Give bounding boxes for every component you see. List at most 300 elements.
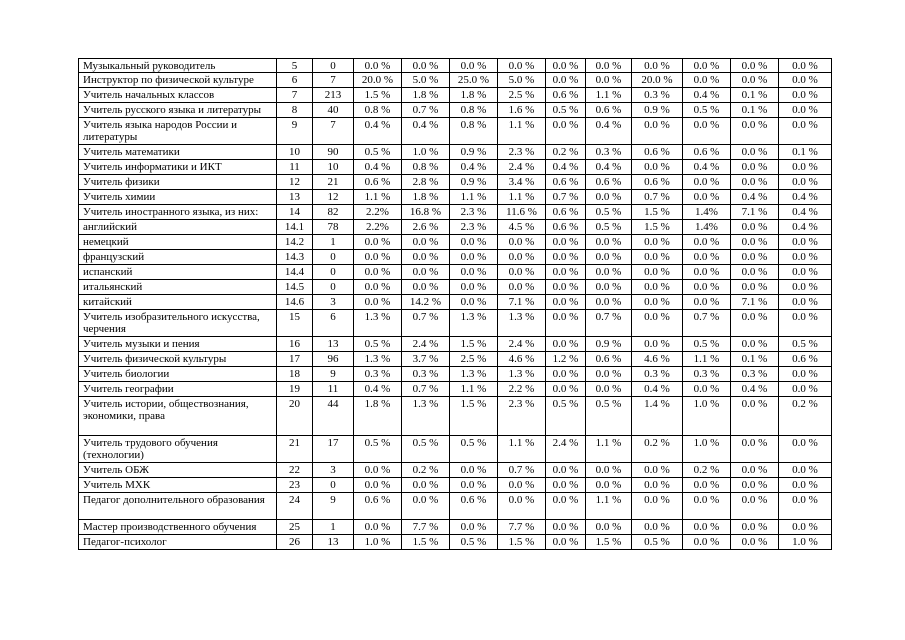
percent-cell: 0.9 %: [450, 175, 498, 190]
percent-cell: 0.0 %: [402, 280, 450, 295]
position-name-cell: Учитель физики: [79, 175, 277, 190]
percent-cell: 0.3 %: [402, 367, 450, 382]
percent-cell: 0.6 %: [586, 352, 632, 367]
percent-cell: 0.5 %: [586, 220, 632, 235]
row-number-cell: 21: [277, 436, 313, 463]
percent-cell: 7.1 %: [731, 295, 779, 310]
percent-cell: 0.0 %: [632, 310, 683, 337]
percent-cell: 0.0 %: [632, 463, 683, 478]
position-name-cell: Инструктор по физической культуре: [79, 73, 277, 88]
percent-cell: 0.0 %: [546, 280, 586, 295]
percent-cell: 0.6 %: [354, 175, 402, 190]
percent-cell: 0.0 %: [683, 478, 731, 493]
percent-cell: 0.0 %: [586, 295, 632, 310]
percent-cell: 0.0 %: [586, 73, 632, 88]
staff-table: [78, 58, 832, 550]
count-cell: 13: [313, 337, 354, 352]
percent-cell: 0.8 %: [450, 118, 498, 145]
table-row: [79, 103, 832, 118]
position-name-cell: Учитель биологии: [79, 367, 277, 382]
percent-cell: 0.5 %: [546, 103, 586, 118]
position-name-cell: Музыкальный руководитель: [79, 59, 277, 73]
row-number-cell: 14.1: [277, 220, 313, 235]
table-row: [79, 436, 832, 463]
percent-cell: 1.1 %: [498, 436, 546, 463]
percent-cell: 0.0 %: [402, 478, 450, 493]
percent-cell: 0.0 %: [354, 463, 402, 478]
percent-cell: 0.0 %: [731, 118, 779, 145]
percent-cell: 0.0 %: [731, 463, 779, 478]
row-number-cell: 25: [277, 520, 313, 535]
position-name-cell: английский: [79, 220, 277, 235]
position-name-cell: немецкий: [79, 235, 277, 250]
percent-cell: 0.2 %: [683, 463, 731, 478]
percent-cell: 1.5 %: [632, 220, 683, 235]
percent-cell: 0.0 %: [450, 463, 498, 478]
percent-cell: 1.3 %: [354, 352, 402, 367]
row-number-cell: 16: [277, 337, 313, 352]
percent-cell: 0.0 %: [779, 265, 832, 280]
percent-cell: 0.0 %: [731, 280, 779, 295]
percent-cell: 2.4 %: [498, 160, 546, 175]
table-row: [79, 190, 832, 205]
percent-cell: 0.0 %: [731, 250, 779, 265]
percent-cell: 0.5 %: [683, 337, 731, 352]
percent-cell: 0.0 %: [779, 235, 832, 250]
position-name-cell: Мастер производственного обучения: [79, 520, 277, 535]
position-name-cell: итальянский: [79, 280, 277, 295]
percent-cell: 0.0 %: [683, 535, 731, 550]
percent-cell: 1.0 %: [402, 145, 450, 160]
percent-cell: 0.0 %: [402, 59, 450, 73]
percent-cell: 2.5 %: [450, 352, 498, 367]
table-row: [79, 235, 832, 250]
percent-cell: 0.6 %: [546, 88, 586, 103]
position-name-cell: Учитель трудового обучения (технологии): [79, 436, 277, 463]
percent-cell: 1.3 %: [402, 397, 450, 436]
percent-cell: 0.4 %: [586, 118, 632, 145]
percent-cell: 0.0 %: [546, 118, 586, 145]
percent-cell: 0.5 %: [632, 535, 683, 550]
table-row: [79, 463, 832, 478]
percent-cell: 0.0 %: [632, 265, 683, 280]
percent-cell: 0.0 %: [683, 73, 731, 88]
percent-cell: 20.0 %: [354, 73, 402, 88]
count-cell: 78: [313, 220, 354, 235]
percent-cell: 0.0 %: [731, 337, 779, 352]
percent-cell: 0.0 %: [683, 250, 731, 265]
percent-cell: 0.0 %: [586, 59, 632, 73]
row-number-cell: 12: [277, 175, 313, 190]
percent-cell: 0.7 %: [546, 190, 586, 205]
count-cell: 10: [313, 160, 354, 175]
percent-cell: 7.7 %: [402, 520, 450, 535]
count-cell: 1: [313, 520, 354, 535]
percent-cell: 1.1 %: [354, 190, 402, 205]
percent-cell: 0.0 %: [546, 535, 586, 550]
position-name-cell: Учитель математики: [79, 145, 277, 160]
percent-cell: 3.7 %: [402, 352, 450, 367]
percent-cell: 0.2 %: [632, 436, 683, 463]
percent-cell: 0.0 %: [546, 382, 586, 397]
percent-cell: 0.0 %: [731, 145, 779, 160]
percent-cell: 0.0 %: [586, 265, 632, 280]
percent-cell: 0.0 %: [683, 520, 731, 535]
percent-cell: 0.4 %: [779, 220, 832, 235]
percent-cell: 0.0 %: [402, 250, 450, 265]
table-row: [79, 73, 832, 88]
percent-cell: 1.5 %: [450, 337, 498, 352]
percent-cell: 0.6 %: [546, 220, 586, 235]
percent-cell: 2.2 %: [498, 382, 546, 397]
percent-cell: 0.3 %: [586, 145, 632, 160]
percent-cell: 1.1 %: [498, 118, 546, 145]
table-row: [79, 397, 832, 436]
percent-cell: 25.0 %: [450, 73, 498, 88]
percent-cell: 0.0 %: [632, 295, 683, 310]
percent-cell: 0.5 %: [402, 436, 450, 463]
percent-cell: 0.0 %: [546, 478, 586, 493]
percent-cell: 0.0 %: [546, 295, 586, 310]
position-name-cell: испанский: [79, 265, 277, 280]
percent-cell: 0.0 %: [354, 59, 402, 73]
percent-cell: 2.2%: [354, 220, 402, 235]
percent-cell: 0.0 %: [779, 493, 832, 520]
percent-cell: 0.6 %: [354, 493, 402, 520]
table-row: [79, 59, 832, 73]
percent-cell: 0.0 %: [586, 235, 632, 250]
percent-cell: 0.0 %: [683, 382, 731, 397]
count-cell: 11: [313, 382, 354, 397]
percent-cell: 0.2 %: [779, 397, 832, 436]
position-name-cell: Учитель иностранного языка, из них:: [79, 205, 277, 220]
percent-cell: 0.3 %: [632, 367, 683, 382]
row-number-cell: 8: [277, 103, 313, 118]
percent-cell: 0.4 %: [354, 118, 402, 145]
percent-cell: 0.8 %: [354, 103, 402, 118]
percent-cell: 0.0 %: [402, 265, 450, 280]
percent-cell: 0.0 %: [632, 59, 683, 73]
percent-cell: 1.6 %: [498, 103, 546, 118]
row-number-cell: 7: [277, 88, 313, 103]
percent-cell: 0.0 %: [632, 250, 683, 265]
percent-cell: 0.5 %: [586, 397, 632, 436]
percent-cell: 2.3 %: [498, 397, 546, 436]
percent-cell: 0.2 %: [402, 463, 450, 478]
percent-cell: 0.4 %: [354, 160, 402, 175]
position-name-cell: Педагог дополнительного образования: [79, 493, 277, 520]
percent-cell: 1.3 %: [498, 367, 546, 382]
percent-cell: 0.0 %: [354, 295, 402, 310]
percent-cell: 1.3 %: [450, 367, 498, 382]
count-cell: 17: [313, 436, 354, 463]
percent-cell: 0.0 %: [354, 265, 402, 280]
table-row: [79, 310, 832, 337]
percent-cell: 2.3 %: [450, 220, 498, 235]
table-row: [79, 160, 832, 175]
percent-cell: 4.6 %: [632, 352, 683, 367]
row-number-cell: 10: [277, 145, 313, 160]
count-cell: 13: [313, 535, 354, 550]
percent-cell: 20.0 %: [632, 73, 683, 88]
percent-cell: 0.0 %: [683, 190, 731, 205]
percent-cell: 0.0 %: [731, 175, 779, 190]
percent-cell: 0.0 %: [632, 478, 683, 493]
percent-cell: 0.4 %: [731, 382, 779, 397]
table-row: [79, 145, 832, 160]
row-number-cell: 5: [277, 59, 313, 73]
row-number-cell: 14: [277, 205, 313, 220]
position-name-cell: Учитель русского языка и литературы: [79, 103, 277, 118]
percent-cell: 1.1 %: [450, 382, 498, 397]
percent-cell: 0.0 %: [779, 478, 832, 493]
percent-cell: 0.0 %: [632, 493, 683, 520]
percent-cell: 0.0 %: [450, 478, 498, 493]
percent-cell: 0.7 %: [402, 310, 450, 337]
percent-cell: 1.1 %: [586, 88, 632, 103]
percent-cell: 0.6 %: [779, 352, 832, 367]
position-name-cell: Учитель физической культуры: [79, 352, 277, 367]
percent-cell: 1.5 %: [632, 205, 683, 220]
count-cell: 3: [313, 463, 354, 478]
table-row: [79, 535, 832, 550]
percent-cell: 0.4 %: [402, 118, 450, 145]
table-row: [79, 352, 832, 367]
percent-cell: 0.0 %: [632, 280, 683, 295]
table-row: [79, 88, 832, 103]
table-row: [79, 382, 832, 397]
percent-cell: 0.6 %: [632, 175, 683, 190]
percent-cell: 0.0 %: [546, 520, 586, 535]
count-cell: 82: [313, 205, 354, 220]
percent-cell: 0.0 %: [498, 280, 546, 295]
percent-cell: 0.0 %: [632, 118, 683, 145]
percent-cell: 0.1 %: [731, 103, 779, 118]
percent-cell: 0.7 %: [586, 310, 632, 337]
percent-cell: 0.0 %: [546, 337, 586, 352]
percent-cell: 4.6 %: [498, 352, 546, 367]
percent-cell: 0.0 %: [546, 367, 586, 382]
percent-cell: 0.6 %: [546, 205, 586, 220]
position-name-cell: французский: [79, 250, 277, 265]
percent-cell: 2.4 %: [402, 337, 450, 352]
percent-cell: 0.4 %: [779, 190, 832, 205]
table-row: [79, 295, 832, 310]
percent-cell: 1.5 %: [450, 397, 498, 436]
percent-cell: 0.0 %: [402, 235, 450, 250]
row-number-cell: 22: [277, 463, 313, 478]
percent-cell: 0.5 %: [354, 145, 402, 160]
count-cell: 9: [313, 367, 354, 382]
table-row: [79, 250, 832, 265]
percent-cell: 1.4 %: [632, 397, 683, 436]
row-number-cell: 14.4: [277, 265, 313, 280]
percent-cell: 0.0 %: [683, 118, 731, 145]
position-name-cell: Учитель МХК: [79, 478, 277, 493]
row-number-cell: 19: [277, 382, 313, 397]
position-name-cell: Учитель географии: [79, 382, 277, 397]
percent-cell: 0.0 %: [731, 310, 779, 337]
position-name-cell: Учитель изобразительного искусства, черчения: [79, 310, 277, 337]
percent-cell: 0.3 %: [632, 88, 683, 103]
percent-cell: 0.0 %: [450, 235, 498, 250]
percent-cell: 5.0 %: [402, 73, 450, 88]
percent-cell: 11.6 %: [498, 205, 546, 220]
percent-cell: 0.0 %: [731, 220, 779, 235]
percent-cell: 0.0 %: [546, 235, 586, 250]
percent-cell: 0.0 %: [731, 535, 779, 550]
count-cell: 0: [313, 265, 354, 280]
percent-cell: 1.0 %: [683, 397, 731, 436]
percent-cell: 0.0 %: [498, 493, 546, 520]
percent-cell: 1.5 %: [402, 535, 450, 550]
percent-cell: 1.5 %: [498, 535, 546, 550]
percent-cell: 0.0 %: [546, 250, 586, 265]
percent-cell: 0.0 %: [586, 382, 632, 397]
percent-cell: 0.4 %: [450, 160, 498, 175]
row-number-cell: 14.2: [277, 235, 313, 250]
percent-cell: 0.8 %: [450, 103, 498, 118]
percent-cell: 2.3 %: [498, 145, 546, 160]
percent-cell: 14.2 %: [402, 295, 450, 310]
percent-cell: 0.0 %: [683, 59, 731, 73]
percent-cell: 0.0 %: [731, 397, 779, 436]
percent-cell: 0.0 %: [731, 436, 779, 463]
percent-cell: 0.0 %: [779, 250, 832, 265]
percent-cell: 0.6 %: [683, 145, 731, 160]
position-name-cell: Учитель языка народов России и литературы: [79, 118, 277, 145]
percent-cell: 1.8 %: [354, 397, 402, 436]
percent-cell: 0.0 %: [546, 310, 586, 337]
row-number-cell: 13: [277, 190, 313, 205]
table-row: [79, 520, 832, 535]
percent-cell: 0.0 %: [546, 73, 586, 88]
percent-cell: 0.0 %: [779, 463, 832, 478]
percent-cell: 1.3 %: [354, 310, 402, 337]
percent-cell: 0.0 %: [354, 478, 402, 493]
percent-cell: 0.0 %: [450, 59, 498, 73]
row-number-cell: 26: [277, 535, 313, 550]
row-number-cell: 14.6: [277, 295, 313, 310]
percent-cell: 0.0 %: [779, 175, 832, 190]
percent-cell: 0.0 %: [779, 295, 832, 310]
table-row: [79, 175, 832, 190]
percent-cell: 0.4 %: [354, 382, 402, 397]
percent-cell: 0.0 %: [632, 337, 683, 352]
percent-cell: 0.0 %: [546, 59, 586, 73]
percent-cell: 0.0 %: [498, 478, 546, 493]
percent-cell: 0.3 %: [354, 367, 402, 382]
percent-cell: 0.0 %: [354, 250, 402, 265]
percent-cell: 0.7 %: [683, 310, 731, 337]
table-row: [79, 367, 832, 382]
percent-cell: 0.0 %: [498, 59, 546, 73]
percent-cell: 0.0 %: [354, 520, 402, 535]
percent-cell: 0.0 %: [779, 382, 832, 397]
percent-cell: 0.5 %: [546, 397, 586, 436]
percent-cell: 0.0 %: [498, 235, 546, 250]
percent-cell: 0.5 %: [683, 103, 731, 118]
percent-cell: 0.0 %: [779, 88, 832, 103]
percent-cell: 1.0 %: [779, 535, 832, 550]
row-number-cell: 15: [277, 310, 313, 337]
percent-cell: 0.0 %: [779, 118, 832, 145]
percent-cell: 0.0 %: [586, 250, 632, 265]
percent-cell: 0.0 %: [731, 265, 779, 280]
row-number-cell: 17: [277, 352, 313, 367]
percent-cell: 0.0 %: [632, 520, 683, 535]
percent-cell: 0.4 %: [546, 160, 586, 175]
percent-cell: 0.0 %: [779, 103, 832, 118]
percent-cell: 0.0 %: [683, 235, 731, 250]
percent-cell: 0.4 %: [586, 160, 632, 175]
percent-cell: 0.0 %: [354, 235, 402, 250]
percent-cell: 0.4 %: [632, 382, 683, 397]
percent-cell: 0.0 %: [731, 520, 779, 535]
percent-cell: 0.3 %: [731, 367, 779, 382]
count-cell: 21: [313, 175, 354, 190]
count-cell: 96: [313, 352, 354, 367]
percent-cell: 2.6 %: [402, 220, 450, 235]
percent-cell: 0.0 %: [731, 478, 779, 493]
table-row: [79, 493, 832, 520]
position-name-cell: Учитель истории, обществознания, экономики, права: [79, 397, 277, 436]
percent-cell: 0.0 %: [586, 280, 632, 295]
percent-cell: 0.0 %: [586, 367, 632, 382]
position-name-cell: Учитель музыки и пения: [79, 337, 277, 352]
table-row: [79, 478, 832, 493]
percent-cell: 0.0 %: [450, 265, 498, 280]
percent-cell: 0.6 %: [586, 175, 632, 190]
percent-cell: 0.0 %: [779, 520, 832, 535]
percent-cell: 1.1 %: [586, 493, 632, 520]
percent-cell: 0.0 %: [450, 280, 498, 295]
table-row: [79, 118, 832, 145]
row-number-cell: 14.5: [277, 280, 313, 295]
percent-cell: 1.1 %: [586, 436, 632, 463]
percent-cell: 1.4%: [683, 205, 731, 220]
percent-cell: 1.1 %: [683, 352, 731, 367]
count-cell: 90: [313, 145, 354, 160]
percent-cell: 0.7 %: [498, 463, 546, 478]
percent-cell: 0.5 %: [354, 436, 402, 463]
percent-cell: 2.5 %: [498, 88, 546, 103]
percent-cell: 0.5 %: [450, 436, 498, 463]
percent-cell: 0.7 %: [402, 382, 450, 397]
percent-cell: 0.0 %: [779, 367, 832, 382]
position-name-cell: Учитель начальных классов: [79, 88, 277, 103]
percent-cell: 2.4 %: [546, 436, 586, 463]
percent-cell: 0.9 %: [586, 337, 632, 352]
percent-cell: 0.6 %: [632, 145, 683, 160]
percent-cell: 2.4 %: [498, 337, 546, 352]
percent-cell: 0.0 %: [586, 463, 632, 478]
percent-cell: 5.0 %: [498, 73, 546, 88]
table-row: [79, 220, 832, 235]
count-cell: 1: [313, 235, 354, 250]
count-cell: 12: [313, 190, 354, 205]
percent-cell: 0.0 %: [779, 59, 832, 73]
count-cell: 0: [313, 250, 354, 265]
percent-cell: 7.1 %: [498, 295, 546, 310]
percent-cell: 1.0 %: [683, 436, 731, 463]
percent-cell: 0.0 %: [586, 190, 632, 205]
percent-cell: 0.0 %: [498, 265, 546, 280]
position-name-cell: Педагог-психолог: [79, 535, 277, 550]
percent-cell: 1.3 %: [498, 310, 546, 337]
percent-cell: 1.5 %: [586, 535, 632, 550]
percent-cell: 0.0 %: [779, 310, 832, 337]
